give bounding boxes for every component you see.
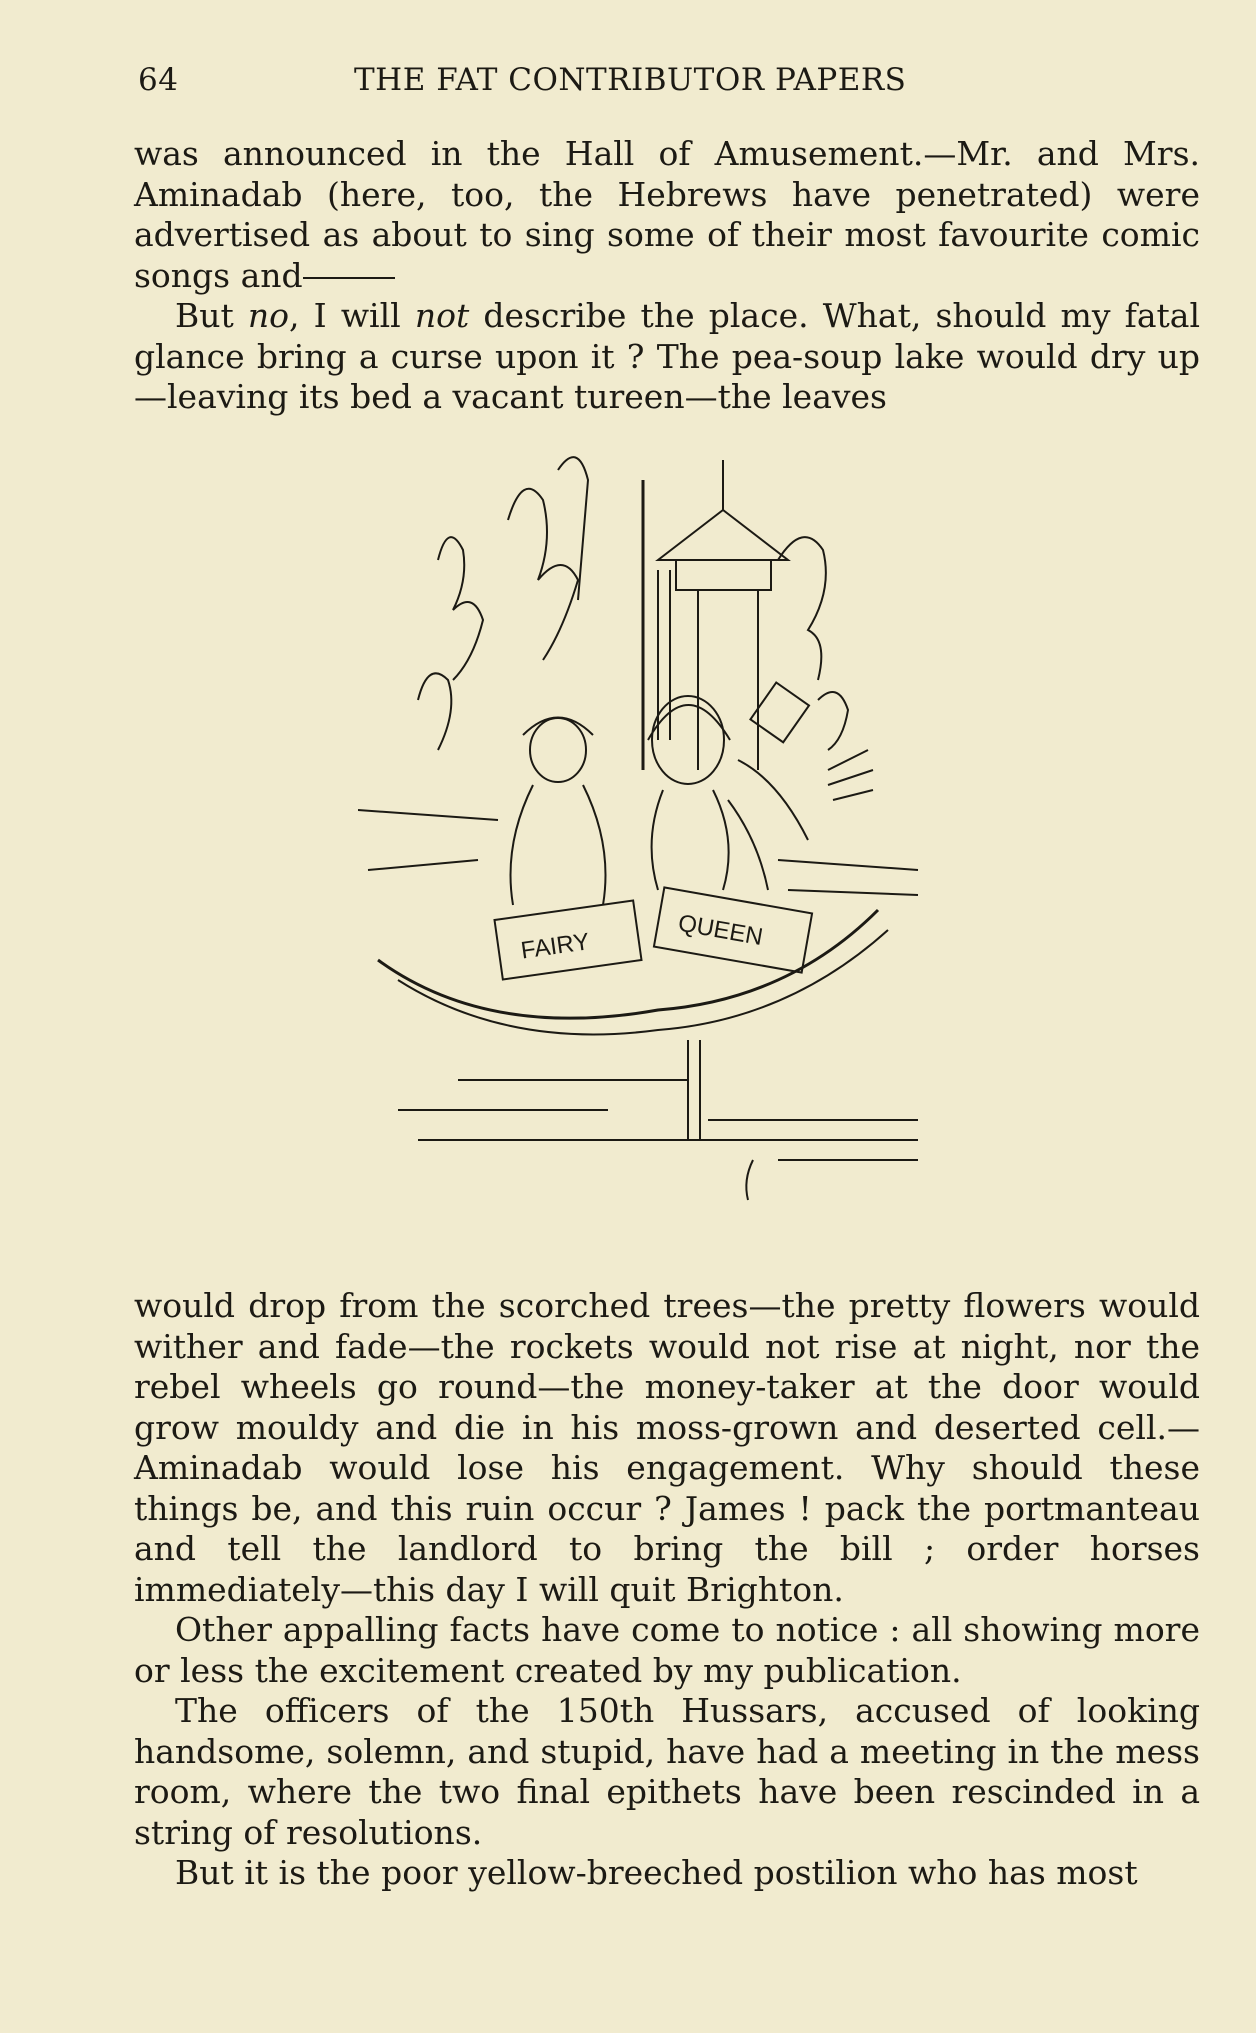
em-dash-rule [303, 277, 395, 279]
emphasis-text: no [247, 296, 290, 335]
top-text-block [134, 134, 1200, 418]
paragraph: The officers of the 150th Hussars, accused of looking handsome, solemn, and stupid, have had a meeting in the mess room, where the two final epithets have been rescinded in a string of resolutions. [134, 1691, 1200, 1852]
boat-drawing [358, 440, 968, 1260]
page-header [138, 62, 1198, 110]
paragraph: would drop from the scorched trees—the pretty flowers would wither and fade—the rockets would not rise at night, nor the rebel wheels go round—the money-taker at the door would grow mouldy and die in his moss-grown and deserted cell.—Aminadab would lose his engagement. Why should these things be, and this ruin occur ? James ! pack the portmanteau and tell the landlord to bring the bill ; order horses immediately—this day I will quit Brighton. [134, 1286, 1200, 1609]
paragraph-text: , I will [289, 296, 415, 335]
emphasis-text: not [414, 296, 470, 335]
bottom-text-block [134, 1286, 1200, 1894]
board-label-left: FAIRY [519, 928, 592, 965]
paragraph [134, 134, 1200, 296]
page-number: 64 [138, 62, 179, 98]
paragraph-text: describe the place. What, should my fatal glance bring a curse upon it ? The pea-soup lake would dry up—leaving its bed a vacant tureen—the leaves [134, 296, 1201, 416]
paragraph: But it is the poor yellow-breeched postilion who has most [175, 1853, 1138, 1892]
paragraph-text: was announced in the Hall of Amusement.—Mr. and Mrs. Aminadab (here, too, the Hebrews have penetrated) were advertised as about to sing some of their most favourite comic songs and [134, 134, 1200, 295]
boat-illustration [358, 440, 968, 1260]
paragraph-text: But [175, 296, 248, 335]
running-title: THE FAT CONTRIBUTOR PAPERS [354, 62, 907, 98]
paragraph: Other appalling facts have come to notice : all showing more or less the excitement created by my publication. [134, 1610, 1200, 1690]
board-label-right: QUEEN [676, 909, 765, 952]
paragraph [134, 296, 1200, 418]
